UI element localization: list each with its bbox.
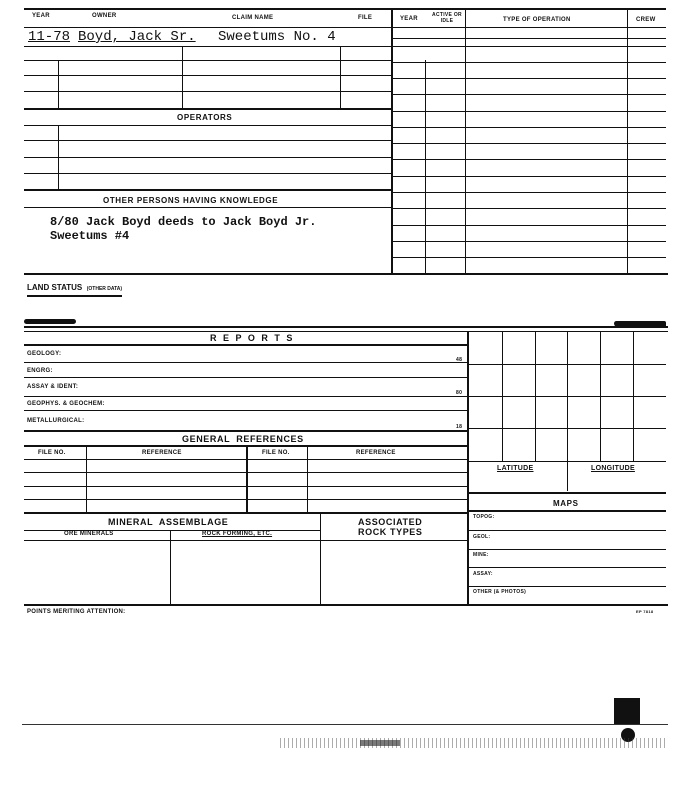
land-status-subtitle: (OTHER DATA) <box>86 286 123 292</box>
header-file: FILE <box>358 15 373 21</box>
header-year-2: YEAR <box>400 16 418 22</box>
header-crew: CREW <box>636 17 656 23</box>
report-assay-num: 80 <box>456 390 463 396</box>
maps-title: MAPS <box>553 499 579 508</box>
ore-minerals-label: ORE MINERALS <box>64 531 114 537</box>
associated-rock-types-2: ROCK TYPES <box>358 527 423 537</box>
scan-mark-square <box>614 698 640 724</box>
entry-year[interactable]: 11-78 <box>28 29 71 45</box>
points-meriting-attention: POINTS MERITING ATTENTION: <box>27 609 126 615</box>
report-metallurgical-num: 18 <box>456 424 463 430</box>
maps-geol: GEOL: <box>473 534 491 540</box>
gr-col-reference-1: REFERENCE <box>142 450 182 456</box>
reports-title: R E P O R T S <box>210 333 295 343</box>
rock-forming-label: ROCK FORMING, ETC. <box>202 531 273 537</box>
scan-noise-dense <box>360 740 400 746</box>
entry-owner[interactable]: Boyd, Jack Sr. <box>78 29 196 45</box>
gr-col-reference-2: REFERENCE <box>356 450 396 456</box>
associated-rock-types-1: ASSOCIATED <box>358 517 423 527</box>
report-geophys: GEOPHYS. & GEOCHEM: <box>27 401 105 407</box>
gr-col-file-no-1: FILE NO. <box>38 450 66 456</box>
general-references-title: GENERAL REFERENCES <box>182 434 304 444</box>
entry-claim-name[interactable]: Sweetums No. 4 <box>218 29 336 45</box>
header-year: YEAR <box>32 13 50 19</box>
report-engrg: ENGRG: <box>27 368 53 374</box>
other-persons-line-1[interactable]: 8/80 Jack Boyd deeds to Jack Boyd Jr. <box>50 215 317 229</box>
header-owner: OWNER <box>92 13 117 19</box>
report-geology: GEOLOGY: <box>27 351 62 357</box>
other-persons-title: OTHER PERSONS HAVING KNOWLEDGE <box>103 196 279 205</box>
gr-col-file-no-2: FILE NO. <box>262 450 290 456</box>
latitude-label: LATITUDE <box>497 465 534 472</box>
scan-blot-left <box>24 319 76 324</box>
maps-assay: ASSAY: <box>473 571 493 577</box>
scan-noise <box>280 738 666 748</box>
header-type-of-operation: TYPE OF OPERATION <box>503 17 571 23</box>
maps-other-photos: OTHER (& PHOTOS) <box>473 589 527 595</box>
report-geology-num: 48 <box>456 357 463 363</box>
form-number: EP 7818 <box>636 609 654 614</box>
other-persons-line-2[interactable]: Sweetums #4 <box>50 229 130 243</box>
header-active-or-idle: ACTIVE OR IDLE <box>432 12 462 24</box>
page-edge-line <box>22 724 668 725</box>
longitude-label: LONGITUDE <box>591 465 635 472</box>
maps-mine: MINE: <box>473 552 489 558</box>
report-assay: ASSAY & IDENT: <box>27 384 79 390</box>
operators-title: OPERATORS <box>177 113 233 122</box>
header-claim-name: CLAIM NAME <box>232 15 274 21</box>
maps-topog: TOPOG: <box>473 514 495 520</box>
mineral-assemblage-title: MINERAL ASSEMBLAGE <box>108 517 229 527</box>
land-status-title <box>27 277 122 297</box>
report-metallurgical: METALLURGICAL: <box>27 418 85 424</box>
land-status-label: LAND STATUS <box>27 283 83 292</box>
